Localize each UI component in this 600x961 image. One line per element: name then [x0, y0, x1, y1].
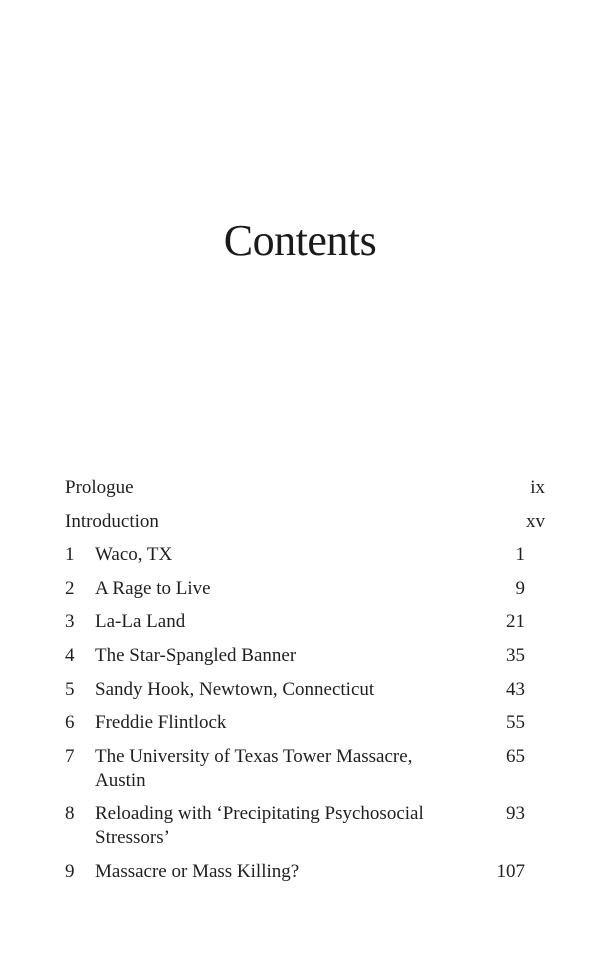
toc-entry-title: Prologue — [65, 477, 134, 498]
toc-entry-title: Waco, TX — [95, 544, 173, 566]
page-title: Contents — [223, 216, 377, 265]
toc-chapter-number: 8 — [65, 803, 75, 825]
toc-entry-title: The Star-Spangled Banner — [95, 644, 297, 666]
toc-entry-title: Sandy Hook, Newtown, Connecticut — [95, 678, 375, 700]
table-of-contents — [65, 476, 545, 894]
toc-entry-chapter-2[interactable] — [65, 577, 545, 601]
toc-entry-prologue[interactable] — [65, 476, 545, 500]
toc-chapter-number: 6 — [65, 712, 75, 734]
toc-entry-chapter-4[interactable] — [65, 644, 545, 668]
toc-entry-page: ix — [530, 477, 545, 498]
toc-entry-page: 21 — [506, 611, 525, 633]
toc-entry-page: 43 — [506, 678, 525, 700]
toc-chapter-number: 3 — [65, 611, 75, 633]
toc-entry-chapter-7[interactable] — [65, 745, 545, 793]
toc-entry-introduction[interactable] — [65, 510, 545, 534]
toc-entry-title: Freddie Flintlock — [95, 712, 227, 734]
toc-chapter-number: 4 — [65, 644, 75, 666]
toc-entry-chapter-9[interactable] — [65, 860, 545, 884]
toc-entry-page: xv — [526, 510, 545, 532]
toc-chapter-number: 5 — [65, 678, 75, 700]
toc-entry-chapter-5[interactable] — [65, 678, 545, 702]
toc-entry-chapter-8[interactable] — [65, 802, 545, 850]
toc-entry-page: 65 — [506, 745, 525, 767]
toc-entry-page: 55 — [506, 712, 525, 734]
toc-chapter-number: 2 — [65, 577, 75, 599]
toc-entry-page: 9 — [515, 577, 525, 599]
toc-entry-title: Massacre or Mass Killing? — [95, 860, 300, 882]
toc-entry-chapter-6[interactable] — [65, 711, 545, 735]
toc-entry-page: 1 — [515, 544, 525, 566]
toc-entry-chapter-1[interactable] — [65, 543, 545, 567]
toc-entry-title: La-La Land — [95, 611, 186, 633]
toc-entry-page: 93 — [506, 803, 525, 825]
toc-chapter-number: 7 — [65, 745, 75, 767]
toc-entry-chapter-3[interactable] — [65, 610, 545, 634]
toc-chapter-number: 1 — [65, 544, 75, 566]
toc-entry-title: A Rage to Live — [95, 577, 211, 599]
toc-entry-page: 35 — [506, 644, 525, 666]
toc-entry-page: 107 — [496, 860, 525, 882]
toc-chapter-number: 9 — [65, 860, 75, 882]
toc-entry-title: Reloading with ‘Precipitating Psychosocial Stressors’ — [95, 803, 424, 849]
toc-entry-title: The University of Texas Tower Massacre, Austin — [95, 745, 413, 791]
toc-entry-title: Introduction — [65, 510, 159, 532]
